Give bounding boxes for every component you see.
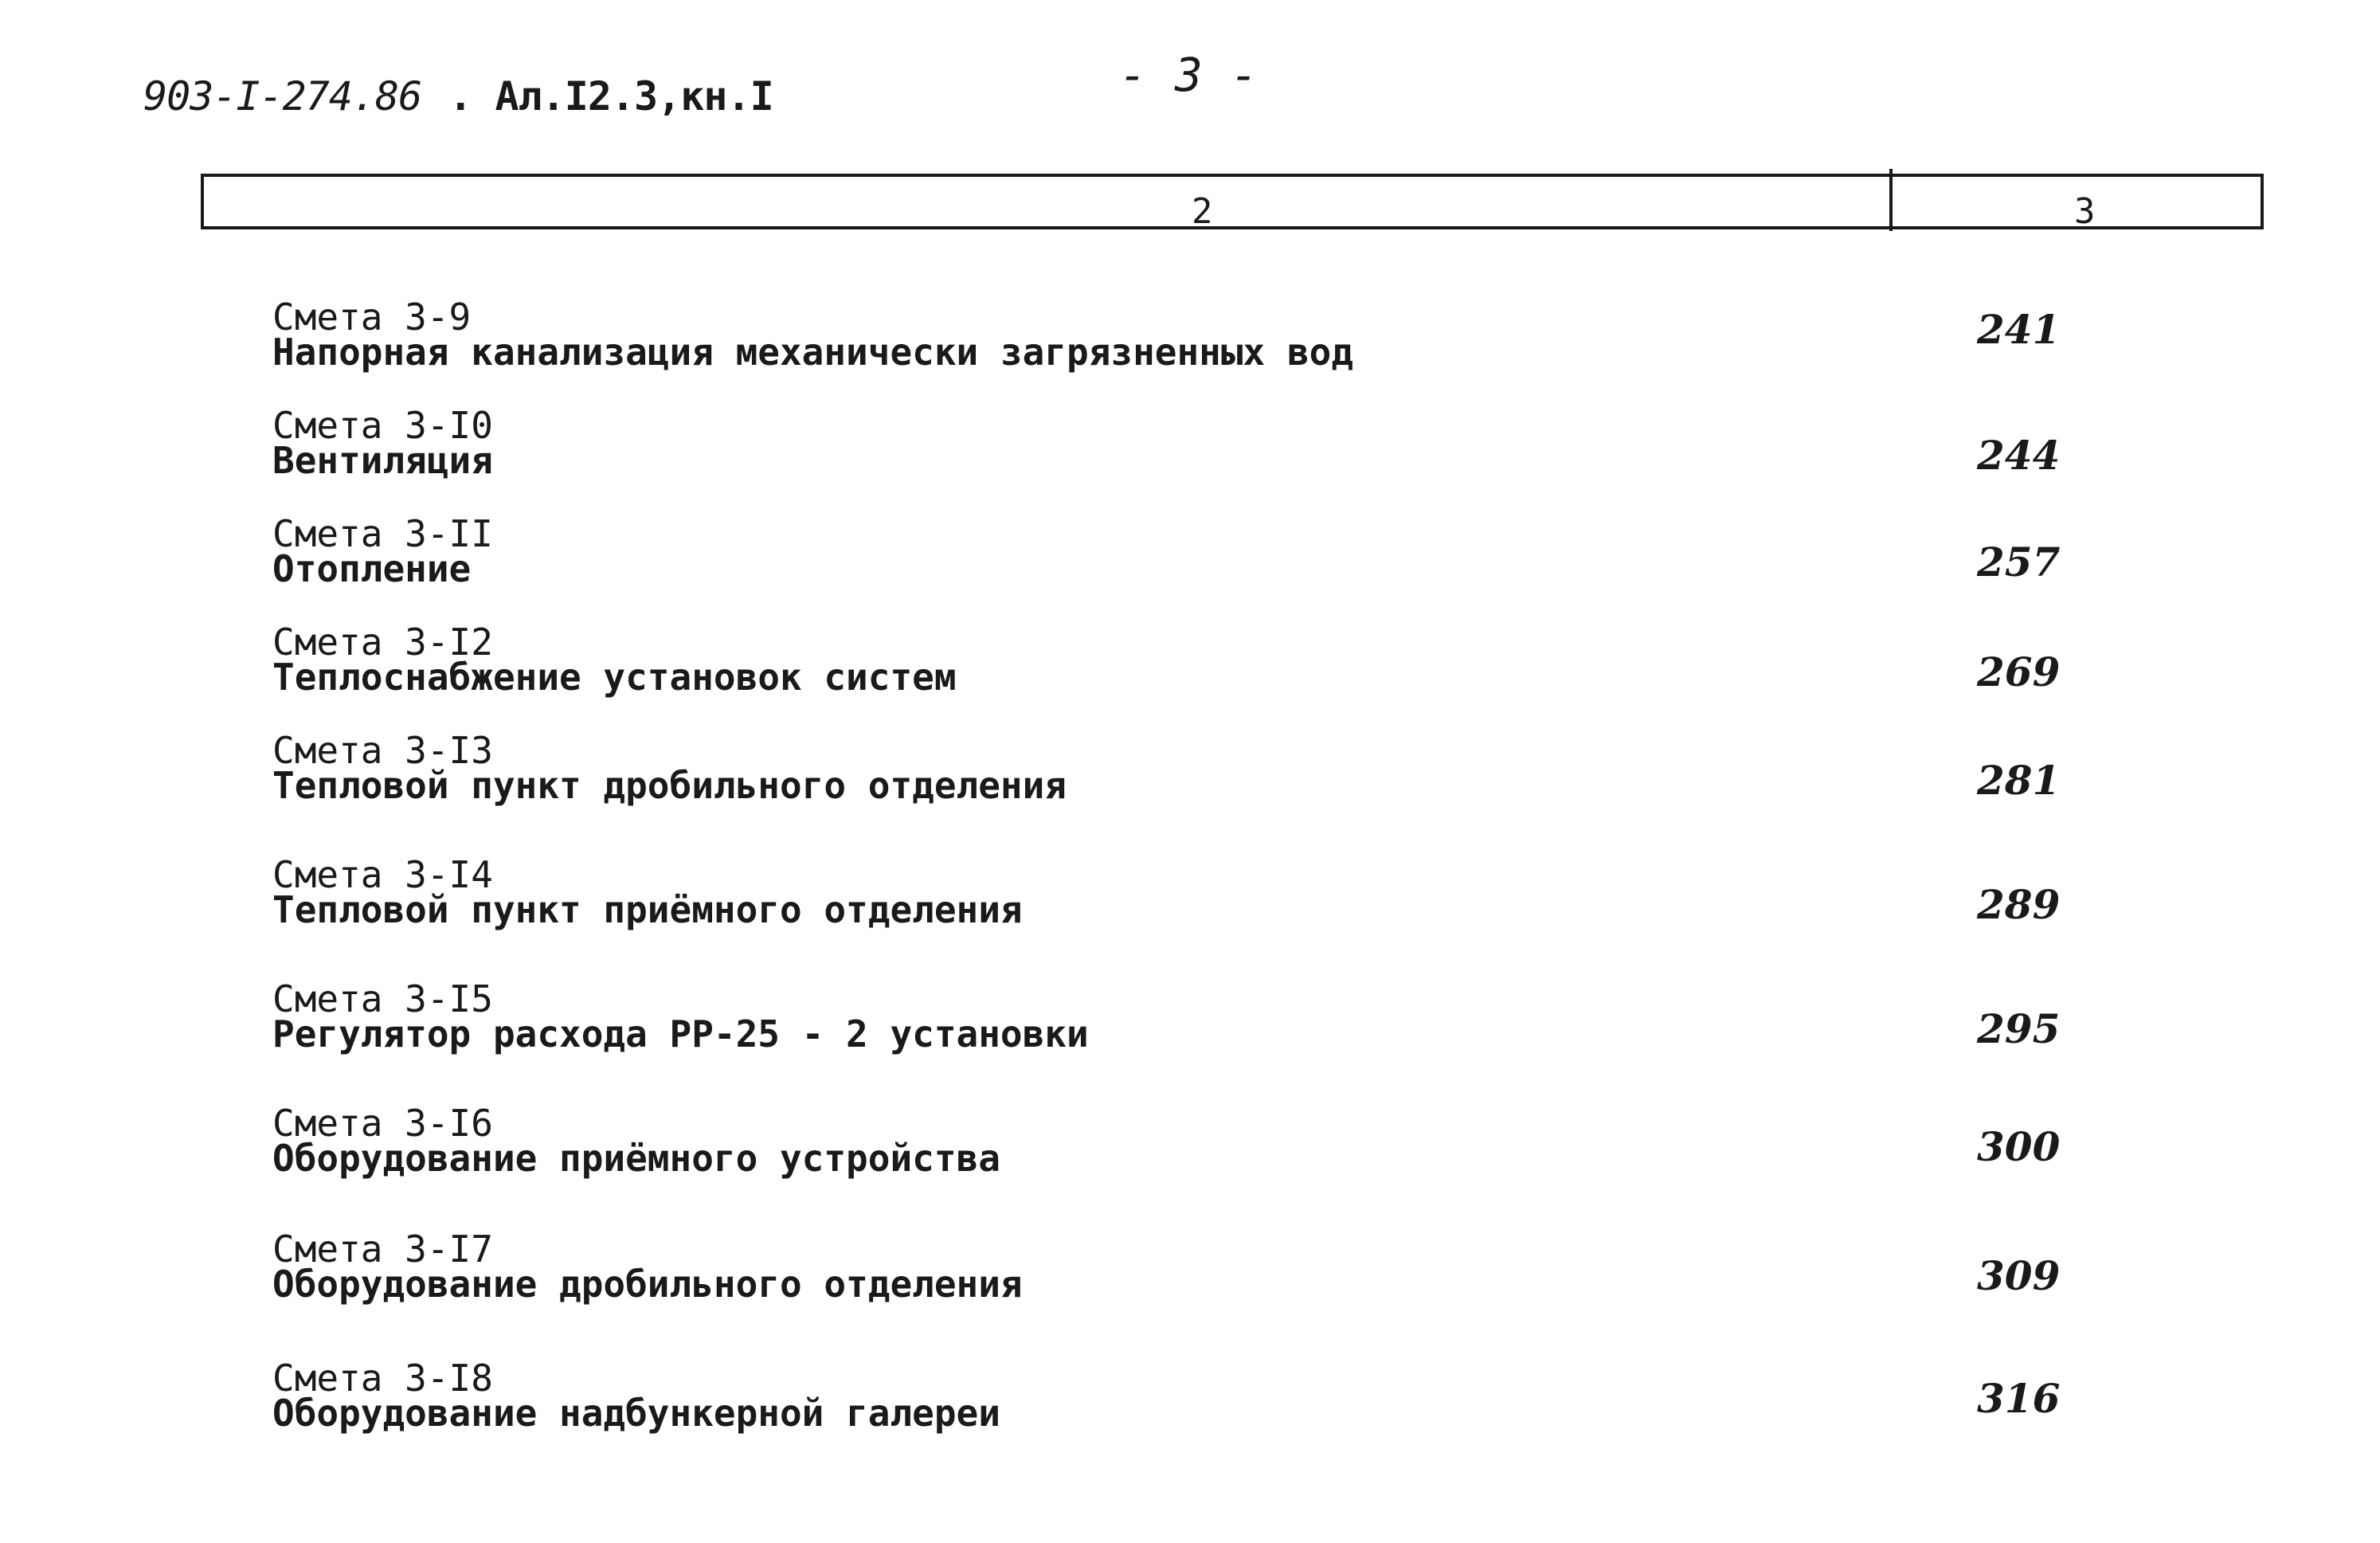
estimate-title: Смета 3-I8 (272, 1357, 493, 1400)
document-number: 903-I-274.86 (143, 73, 422, 119)
estimate-description: Теплоснабжение установок систем (272, 656, 957, 699)
estimate-description: Отопление (272, 547, 472, 590)
estimate-title: Смета 3-9 (272, 296, 472, 339)
estimate-description: Тепловой пункт приёмного отделения (272, 888, 1023, 931)
estimate-title: Смета 3-I5 (272, 977, 493, 1020)
document-code (143, 73, 773, 119)
page-number: - 3 - (1119, 48, 1259, 102)
estimate-page: 289 (1977, 881, 2061, 928)
estimate-entry (272, 512, 2104, 590)
estimate-entry (272, 1228, 2104, 1306)
estimate-page: 244 (1977, 432, 2061, 479)
estimate-entry (272, 1357, 2104, 1435)
estimate-description: Тепловой пункт дробильного отделения (272, 764, 1067, 807)
estimate-entry (272, 404, 2104, 482)
column-divider (1889, 169, 1893, 231)
estimate-title: Смета 3-I0 (272, 404, 493, 447)
estimate-title: Смета 3-I6 (272, 1102, 493, 1145)
estimate-title: Смета 3-I7 (272, 1228, 493, 1271)
estimate-page: 281 (1977, 757, 2061, 804)
estimate-entry (272, 621, 2104, 699)
estimate-title: Смета 3-II (272, 512, 493, 555)
estimate-description: Оборудование приёмного устройства (272, 1137, 1000, 1180)
estimate-description: Вентиляция (272, 439, 493, 482)
estimate-title: Смета 3-I2 (272, 621, 493, 664)
estimate-page: 309 (1977, 1252, 2061, 1299)
estimate-title: Смета 3-I3 (272, 729, 493, 772)
estimate-page: 300 (1977, 1123, 2061, 1170)
column-header-table (201, 174, 2264, 232)
estimate-page: 257 (1977, 538, 2061, 585)
estimate-description: Регулятор расхода РР-25 - 2 установки (272, 1012, 1089, 1055)
estimate-entry (272, 729, 2104, 807)
estimate-page: 295 (1977, 1005, 2061, 1052)
estimate-entry (272, 296, 2104, 374)
estimate-description: Оборудование дробильного отделения (272, 1263, 1023, 1306)
estimate-entry (272, 1102, 2104, 1180)
estimate-title: Смета 3-I4 (272, 853, 493, 896)
column-header-2: 2 (1192, 191, 1213, 232)
estimate-page: 241 (1977, 306, 2061, 353)
estimate-page: 316 (1977, 1375, 2061, 1422)
estimate-description: Напорная канализация механически загрязненных вод (272, 331, 1354, 374)
column-header-3: 3 (2074, 191, 2096, 232)
estimate-description: Оборудование надбункерной галереи (272, 1392, 1000, 1435)
estimate-entry (272, 977, 2104, 1055)
album-info: . Ал.I2.3,кн.I (448, 73, 773, 119)
estimate-page: 269 (1977, 648, 2061, 695)
estimate-entry (272, 853, 2104, 931)
